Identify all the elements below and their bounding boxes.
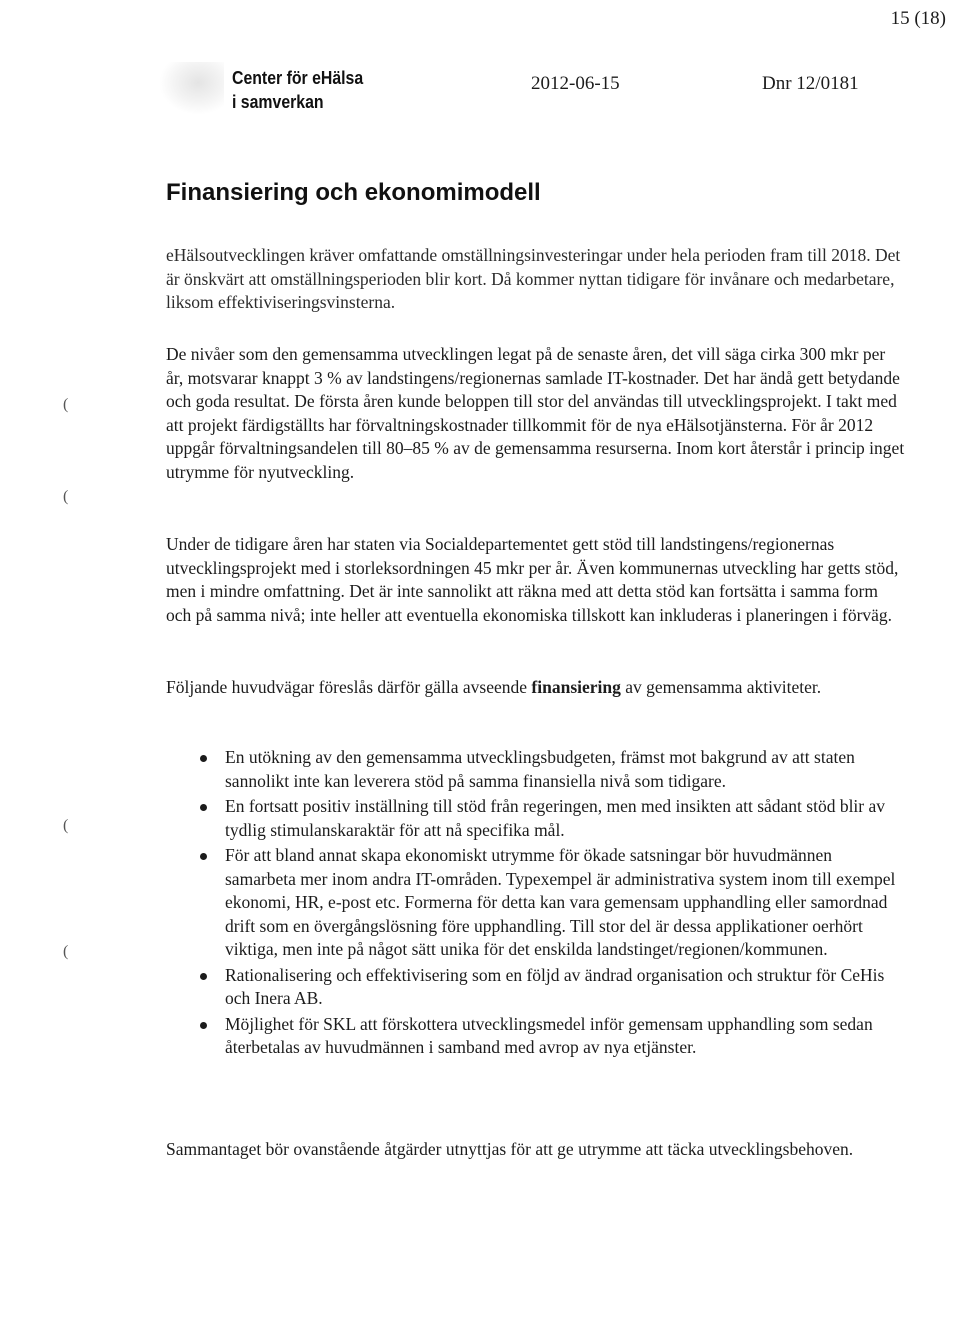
paragraph-state-support: Under de tidigare åren har staten via Socialdepartementet gett stöd till landstingens/regionernas utvecklingsprojekt med i storleksordningen 45 mkr per år. Även kommunernas utveckling har getts stöd, men i mindre omfattning. Det är inte sannolikt att räkna med att detta stöd kan fortsätta i samma form och på samma nivå; inte heller att eventuella ekonomiska tillskott kan inkluderas i planeringen i förväg.: [166, 534, 899, 625]
margin-mark: (: [63, 817, 69, 834]
margin-mark: (: [63, 396, 69, 413]
bullet-list: [166, 746, 906, 1062]
organization-logo-text: [232, 66, 363, 114]
list-item: Rationalisering och effektivisering som en följd av ändrad organisation och struktur för CeHis och Inera AB.: [166, 964, 906, 1011]
paragraph-main-paths: [166, 676, 906, 700]
paragraph-levels: De nivåer som den gemensamma utvecklingen legat på de senaste åren, det vill säga cirka 300 mkr per år, motsvarar knappt 3 % av landstingens/regionernas samlade IT-kostnader. Det har ändå gett betydande och goda resultat. De första åren kunde beloppen till stor del användas till utvecklingsprojekt. I takt med att projekt färdigställts har förvaltningskostnader tillkommit för de nya eHälsotjänsterna. För år 2012 uppgår förvaltningsandelen till 80–85 % av de gemensamma resurserna. Inom kort återstår i princip inget utrymme för nyutveckling.: [166, 344, 905, 482]
paragraph-intro: eHälsoutvecklingen kräver omfattande omställningsinvesteringar under hela perioden fram till 2018. Det är önskvärt att omställningsperioden blir kort. Då kommer nyttan tidigare för invånare och medarbetare, liksom effektiviseringsvinsterna.: [166, 245, 901, 312]
org-name-line2: i samverkan: [232, 92, 324, 112]
list-item: En utökning av den gemensamma utvecklingsbudgeten, främst mot bakgrund av att staten sannolikt inte kan leverera stöd på samma finansiella nivå som tidigare.: [166, 746, 906, 793]
list-item: Möjlighet för SKL att förskottera utvecklingsmedel inför gemensam upphandling som sedan återbetalas av huvudmännen i samband med avrop av nya etjänster.: [166, 1013, 906, 1060]
paragraph-main-paths-start: Följande huvudvägar föreslås därför gälla avseende: [166, 677, 532, 697]
page-number: 15 (18): [890, 8, 946, 29]
org-name-line1: Center för eHälsa: [232, 68, 364, 88]
margin-mark: (: [63, 488, 69, 505]
document-date: 2012-06-15: [531, 73, 620, 94]
document-registration-number: Dnr 12/0181: [762, 73, 859, 94]
page-title: Finansiering och ekonomimodell: [166, 179, 541, 206]
paragraph-summary: Sammantaget bör ovanstående åtgärder utnyttjas för att ge utrymme att täcka utvecklingsbehoven.: [166, 1139, 854, 1159]
list-item: För att bland annat skapa ekonomiskt utrymme för ökade satsningar bör huvudmännen samarbeta mer inom andra IT-områden. Typexempel är administrativa system inom till exempel ekonomi, HR, e-post etc. Formerna för detta kan vara gemensam upphandling eller samordnad drift som en övergångslösning före upphandling. Till stor del är dessa applikationer oerhört viktiga, men inte på något sätt unika för det enskilda landstinget/regionen/kommunen.: [166, 844, 906, 962]
list-item: En fortsatt positiv inställning till stöd från regeringen, men med insikten att sådant stöd blir av tydlig stimulanskaraktär för att nå specifika mål.: [166, 795, 906, 842]
paragraph-main-paths-bold: finansiering: [531, 677, 621, 697]
logo-icon: [160, 62, 224, 114]
margin-mark: (: [63, 943, 69, 960]
paragraph-main-paths-end: av gemensamma aktiviteter.: [620, 677, 822, 697]
